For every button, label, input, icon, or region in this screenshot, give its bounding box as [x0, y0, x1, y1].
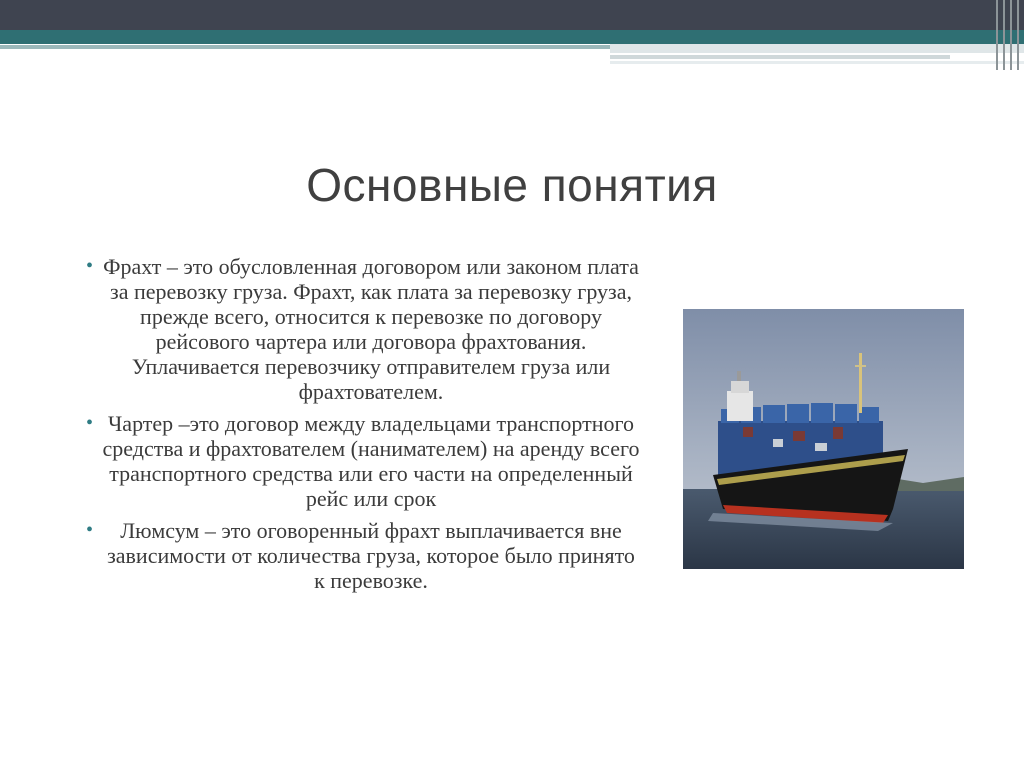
bullet-list — [80, 254, 640, 593]
list-item-text: Фрахт – это обусловленная договором или законом плата за перевозку груза. Фрахт, как плата за перевозку груза, прежде всего, относится к перевозке по договору рейсового чартера или договора фрахтования. Уплачивается перевозчику отправителем груза или фрахтователем. — [103, 254, 639, 404]
list-item-text: Люмсум – это оговоренный фрахт выплачивается вне зависимости от количества груза, которое было принято к перевозке. — [107, 518, 635, 593]
bullet-icon: • — [86, 519, 94, 541]
header-dark-band — [0, 0, 1024, 30]
header-accent-line — [0, 45, 610, 49]
ship-illustration — [683, 309, 964, 569]
list-item — [80, 518, 640, 593]
list-item — [80, 254, 640, 404]
bullet-icon: • — [86, 255, 94, 277]
header-vertical-line — [996, 0, 998, 70]
header-right-bar — [610, 44, 1024, 53]
header-vertical-line — [1010, 0, 1012, 70]
slide-title: Основные понятия — [306, 159, 718, 211]
header-vertical-line — [1017, 0, 1019, 70]
header-right-bar — [610, 55, 950, 59]
header-right-bar — [610, 61, 1024, 64]
list-item-text: Чартер –это договор между владельцами транспортного средства и фрахтователем (нанимателем) на аренду всего транспортного средства или его части на определенный рейс или срок — [102, 411, 640, 511]
container-ship-photo — [683, 309, 964, 569]
header-vertical-line — [1003, 0, 1005, 70]
header-teal-band — [0, 30, 1024, 44]
bullet-icon: • — [86, 412, 94, 434]
list-item — [80, 411, 640, 511]
